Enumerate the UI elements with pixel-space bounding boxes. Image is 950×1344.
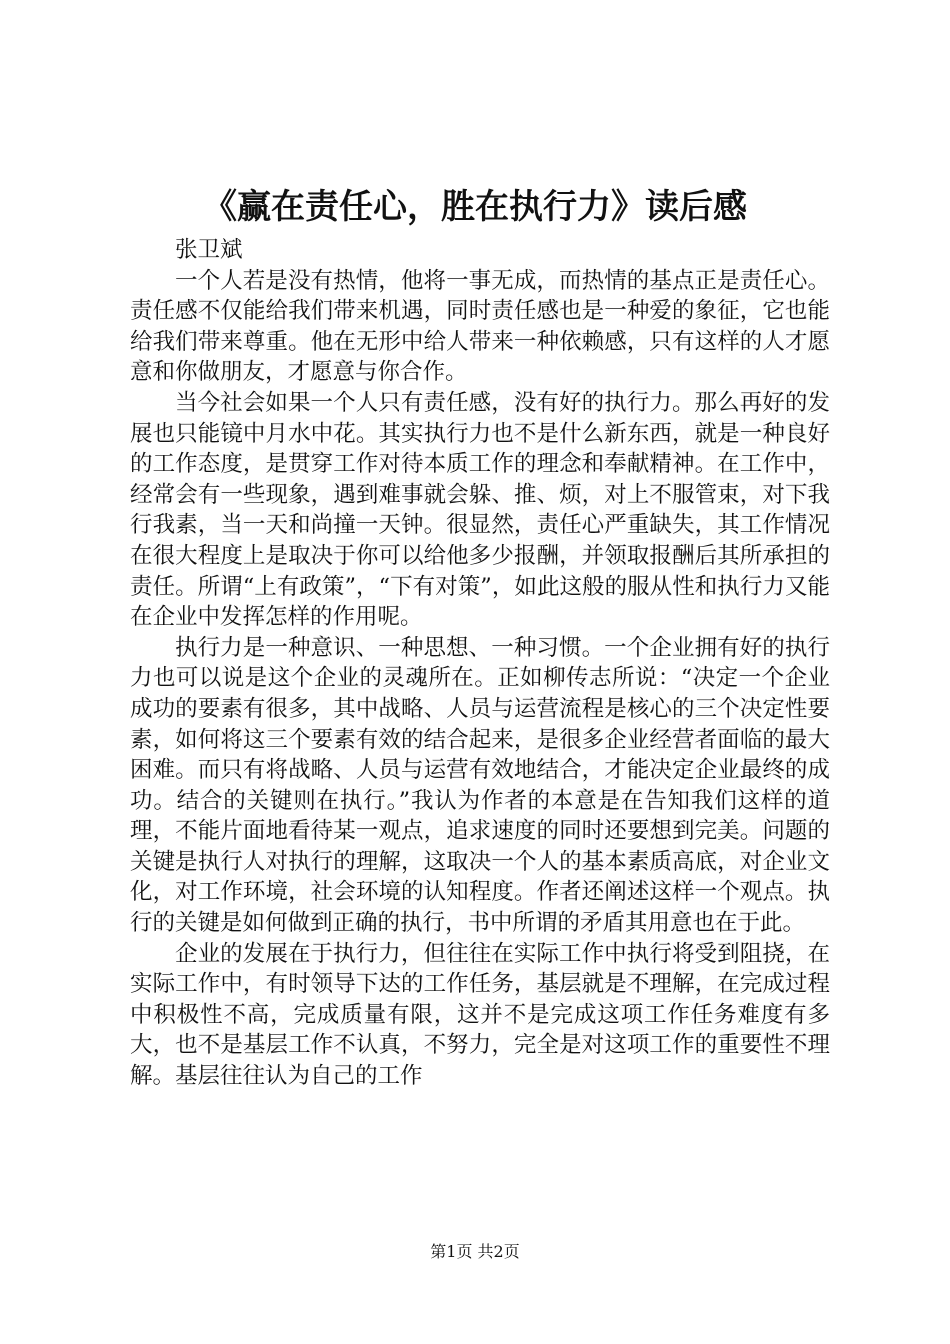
paragraph: 当今社会如果一个人只有责任感，没有好的执行力。那么再好的发展也只能镜中月水中花。其实执行力也不是什么新东西，就是一种良好的工作态度，是贯穿工作对待本质工作的理念和奉献精神。在工作中，经常会有一些现象，遇到难事就会躲、推、烦，对上不服管束，对下我行我素，当一天和尚撞一天钟。很显然，责任心严重缺失，其工作情况在很大程度上是取决于你可以给他多少报酬，并领取报酬后其所承担的责任。所谓“上有政策”，“下有对策”，如此这般的服从性和执行力又能在企业中发挥怎样的作用呢。 <box>130 389 830 631</box>
paragraph: 一个人若是没有热情，他将一事无成，而热情的基点正是责任心。责任感不仅能给我们带来机遇，同时责任感也是一种爱的象征，它也能给我们带来尊重。他在无形中给人带来一种依赖感，只有这样的人才愿意和你做朋友，才愿意与你合作。 <box>130 267 830 386</box>
document-body <box>130 235 830 1092</box>
paragraph: 执行力是一种意识、一种思想、一种习惯。一个企业拥有好的执行力也可以说是这个企业的灵魂所在。正如柳传志所说：“决定一个企业成功的要素有很多，其中战略、人员与运营流程是核心的三个决定性要素，如何将这三个要素有效的结合起来，是很多企业经营者面临的最大困难。而只有将战略、人员与运营有效地结合，才能决定企业最终的成功。结合的关键则在执行。”我认为作者的本意是在告知我们这样的道理，不能片面地看待某一观点，追求速度的同时还要想到完美。问题的关键是执行人对执行的理解，这取决一个人的基本素质高底，对企业文化，对工作环境，社会环境的认知程度。作者还阐述这样一个观点。执行的关键是如何做到正确的执行，书中所谓的矛盾其用意也在于此。 <box>130 634 830 937</box>
author-name: 张卫斌 <box>175 237 243 263</box>
page-number: 第1页 共2页 <box>430 1242 520 1261</box>
paragraph: 企业的发展在于执行力，但往往在实际工作中执行将受到阻挠，在实际工作中，有时领导下达的工作任务，基层就是不理解，在完成过程中积极性不高，完成质量有限，这并不是完成这项工作任务难度有多大，也不是基层工作不认真，不努力，完全是对这项工作的重要性不理解。基层往往认为自己的工作 <box>130 940 830 1090</box>
document-title: 《赢在责任心，胜在执行力》读后感 <box>203 187 747 227</box>
